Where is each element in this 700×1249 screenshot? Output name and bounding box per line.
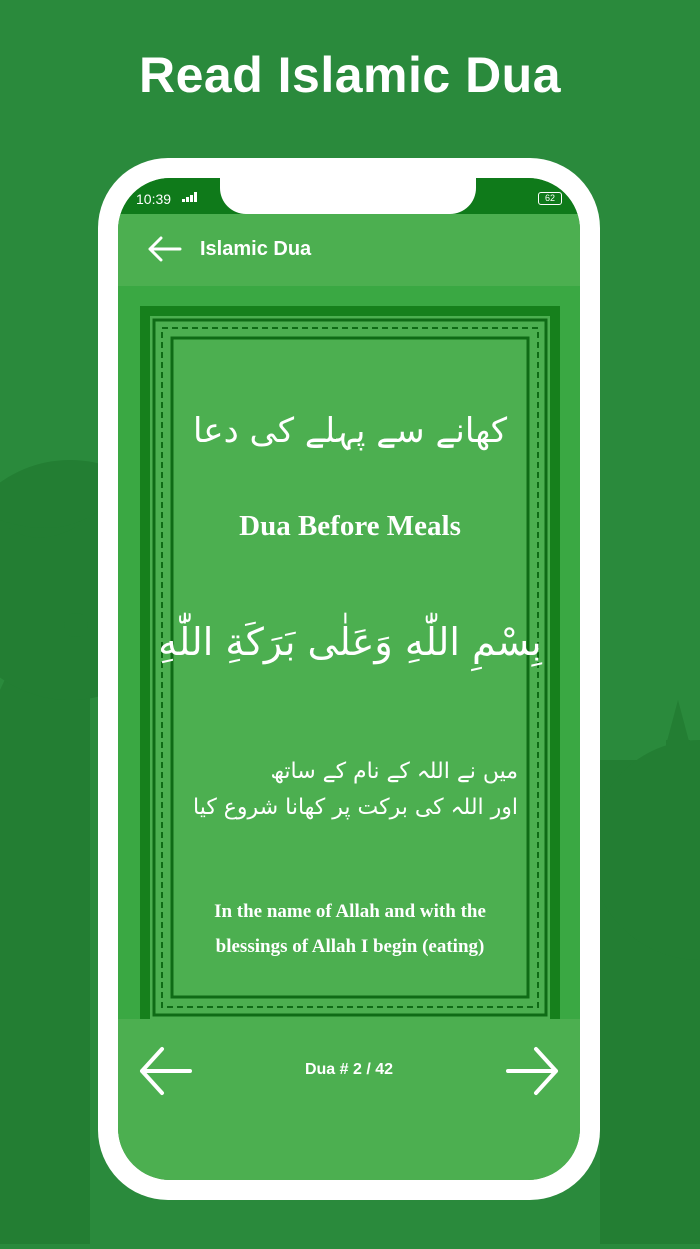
- app-bar: [118, 214, 580, 286]
- english-line-1: In the name of Allah and with the: [214, 901, 486, 922]
- urdu-line-1: میں نے اللہ کے نام کے ساتھ: [270, 759, 518, 784]
- battery-icon: 62: [538, 192, 562, 205]
- dua-card-inner: [150, 316, 550, 1019]
- dua-card: [140, 306, 560, 1019]
- phone-frame: [98, 158, 600, 1200]
- dua-english-translation: [170, 894, 530, 964]
- signal-icon: [182, 192, 198, 202]
- dua-urdu-title: کھانے سے پہلے کی دعا: [192, 411, 508, 451]
- arrow-right-icon: [508, 1049, 556, 1093]
- app-title: Islamic Dua: [200, 238, 312, 260]
- dua-english-title: Dua Before Meals: [239, 510, 461, 542]
- promo-title: Read Islamic Dua: [138, 47, 562, 103]
- next-dua-button[interactable]: [502, 1041, 562, 1101]
- urdu-line-2: اور اللہ کی برکت پر کھانا شروع کیا: [193, 795, 518, 820]
- dua-counter: Dua # 2 / 42: [304, 1061, 394, 1078]
- dua-urdu-translation: [178, 754, 518, 826]
- bottom-navigation: [118, 1019, 580, 1180]
- camera-notch: [220, 178, 476, 214]
- dua-content: [118, 286, 580, 1019]
- back-arrow-icon[interactable]: [148, 236, 182, 262]
- english-line-2: blessings of Allah I begin (eating): [215, 936, 485, 957]
- status-time: 10:39: [136, 191, 172, 207]
- dua-arabic-text: بِسْمِ اللّٰهِ وَعَلٰى بَرَكَةِ اللّٰهِ: [158, 620, 542, 664]
- phone-screen: [118, 178, 580, 1180]
